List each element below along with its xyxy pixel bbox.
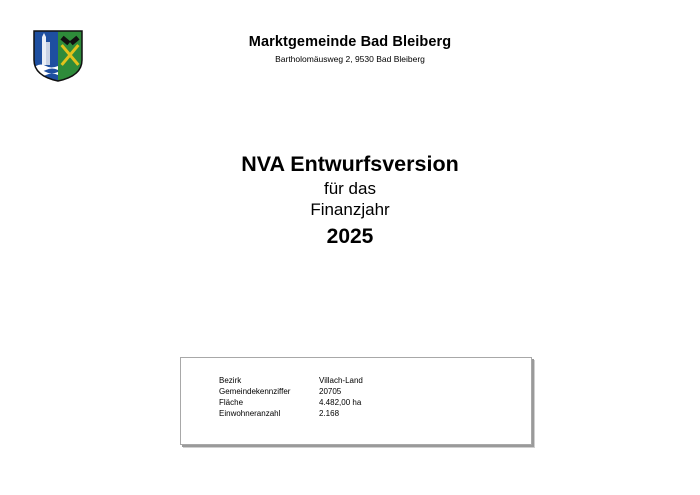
- info-row: [219, 397, 363, 408]
- municipality-name: Marktgemeinde Bad Bleiberg: [248, 34, 452, 50]
- municipality-info-box: [180, 357, 532, 445]
- info-value: 4.482,00 ha: [319, 398, 362, 407]
- info-label: Fläche: [219, 398, 244, 407]
- municipality-address: Bartholomäusweg 2, 9530 Bad Bleiberg: [275, 54, 425, 64]
- fiscal-year: 2025: [326, 225, 374, 248]
- subtitle-line-1: für das: [324, 179, 376, 198]
- subtitle-line-2: Finanzjahr: [310, 200, 390, 219]
- letterhead: [200, 33, 500, 65]
- info-label: Gemeindekennziffer: [219, 387, 291, 396]
- info-value: 2.168: [319, 409, 340, 418]
- info-row: [219, 408, 363, 419]
- info-label: Einwohneranzahl: [219, 409, 281, 418]
- info-value: Villach-Land: [319, 376, 363, 385]
- municipality-info-table: [219, 375, 363, 419]
- document-title: NVA Entwurfsversion: [241, 152, 459, 176]
- info-row: [219, 375, 363, 386]
- info-row: [219, 386, 363, 397]
- title-block: [150, 150, 550, 252]
- info-value: 20705: [319, 387, 342, 396]
- coat-of-arms-logo: [33, 30, 83, 82]
- info-label: Bezirk: [219, 376, 242, 385]
